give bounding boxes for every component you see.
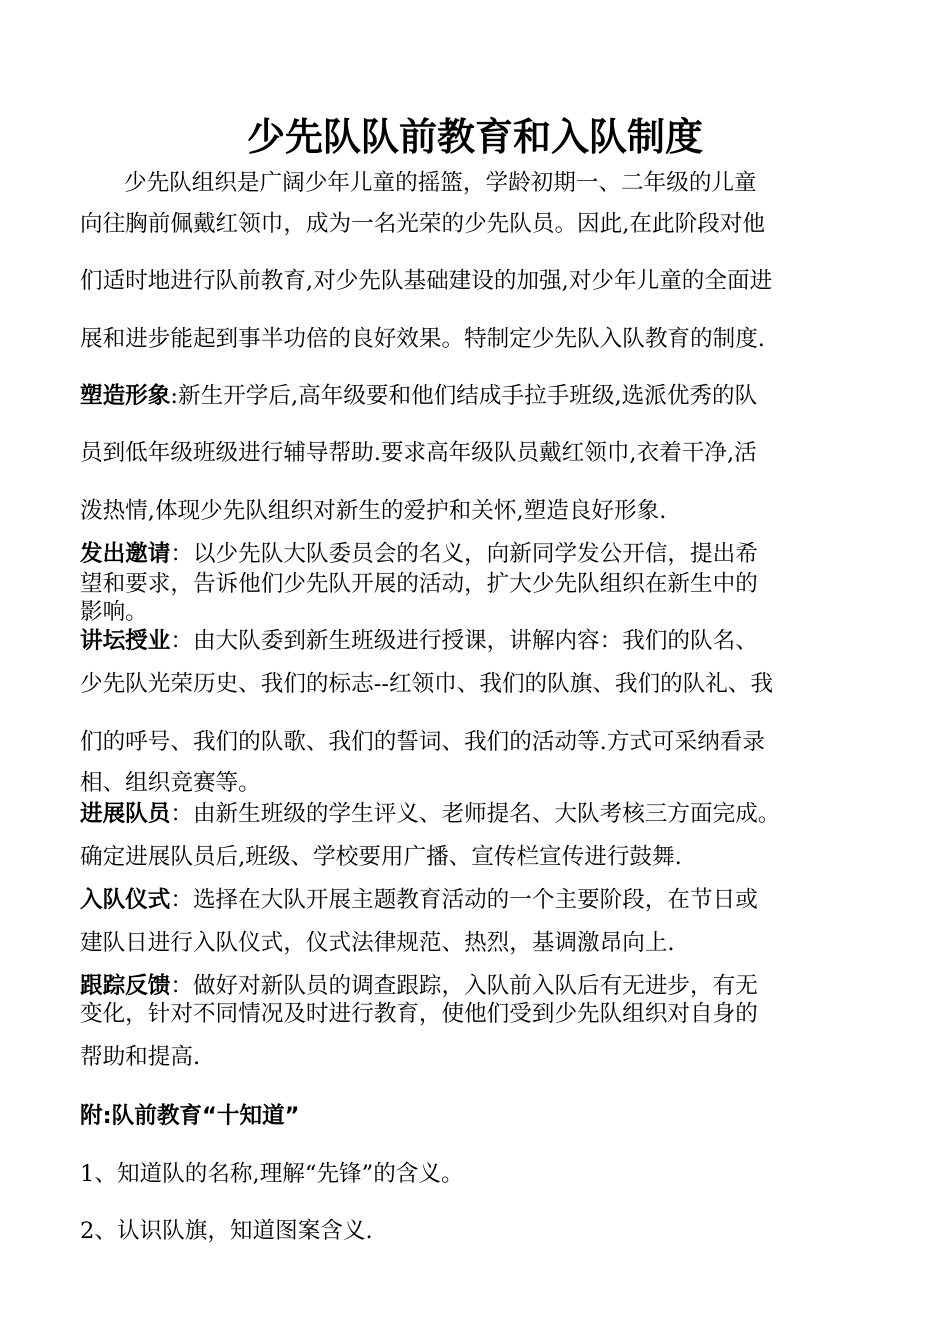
paragraph-line: 少先队组织是广阔少年儿童的摇篮，学龄初期一、二年级的儿童 — [124, 170, 757, 196]
list-item: 2、认识队旗，知道图案含义. — [80, 1218, 373, 1244]
section-heading: 跟踪反馈 — [80, 973, 171, 999]
paragraph-line: 影响。 — [80, 599, 148, 625]
paragraph-line: 建队日进行入队仪式，仪式法律规范、热烈，基调激昂向上. — [80, 930, 675, 956]
paragraph-line: 员到低年级班级进行辅导帮助.要求高年级队员戴红领巾,衣着干净,活 — [80, 440, 757, 466]
section-ceremony: 入队仪式：选择在大队开展主题教育活动的一个主要阶段，在节日或 — [80, 887, 758, 913]
paragraph-line: 确定进展队员后,班级、学校要用广播、宣传栏宣传进行鼓舞. — [80, 844, 682, 870]
section-heading: 附:队前教育“十知道” — [80, 1103, 300, 1129]
section-heading: 发出邀请 — [80, 541, 171, 567]
paragraph-line: 展和进步能起到事半功倍的良好效果。特制定少先队入队教育的制度. — [80, 326, 765, 352]
document-title: 少先队队前教育和入队制度 — [246, 115, 703, 159]
paragraph-line: 帮助和提高. — [80, 1044, 201, 1070]
section-heading: 塑造形象 — [80, 383, 171, 409]
section-shape-image: 塑造形象:新生开学后,高年级要和他们结成手拉手班级,选派优秀的队 — [80, 383, 758, 409]
paragraph-line: 泼热情,体现少先队组织对新生的爱护和关怀,塑造良好形象. — [80, 498, 667, 524]
section-invitation: 发出邀请：以少先队大队委员会的名义，向新同学发公开信，提出希 — [80, 541, 758, 567]
section-heading: 入队仪式 — [80, 887, 171, 913]
paragraph-line: 们的呼号、我们的队歌、我们的誓词、我们的活动等.方式可采纳看录 — [80, 729, 765, 755]
paragraph-line: 望和要求，告诉他们少先队开展的活动，扩大少先队组织在新生中的 — [80, 571, 758, 597]
paragraph-line: 向往胸前佩戴红领巾，成为一名光荣的少先队员。因此,在此阶段对他 — [80, 211, 765, 237]
appendix-heading — [80, 1101, 880, 1131]
section-feedback: 跟踪反馈：做好对新队员的调查跟踪，入队前入队后有无进步，有无 — [80, 973, 758, 999]
paragraph-line: 们适时地进行队前教育,对少先队基础建设的加强,对少年儿童的全面进 — [80, 268, 773, 294]
section-heading: 进展队员 — [80, 801, 171, 827]
paragraph-line: 变化，针对不同情况及时进行教育，使他们受到少先队组织对自身的 — [80, 1001, 758, 1027]
paragraph-line: 少先队光荣历史、我们的标志--红领巾、我们的队旗、我们的队礼、我 — [80, 671, 774, 697]
paragraph-line: 相、组织竞赛等。 — [80, 770, 261, 796]
list-item: 1、知道队的名称,理解“先锋”的含义。 — [80, 1161, 464, 1187]
section-lecture: 讲坛授业：由大队委到新生班级进行授课，讲解内容：我们的队名、 — [80, 628, 758, 654]
section-develop-members: 进展队员：由新生班级的学生评义、老师提名、大队考核三方面完成。 — [80, 801, 781, 827]
section-heading: 讲坛授业 — [80, 628, 171, 654]
